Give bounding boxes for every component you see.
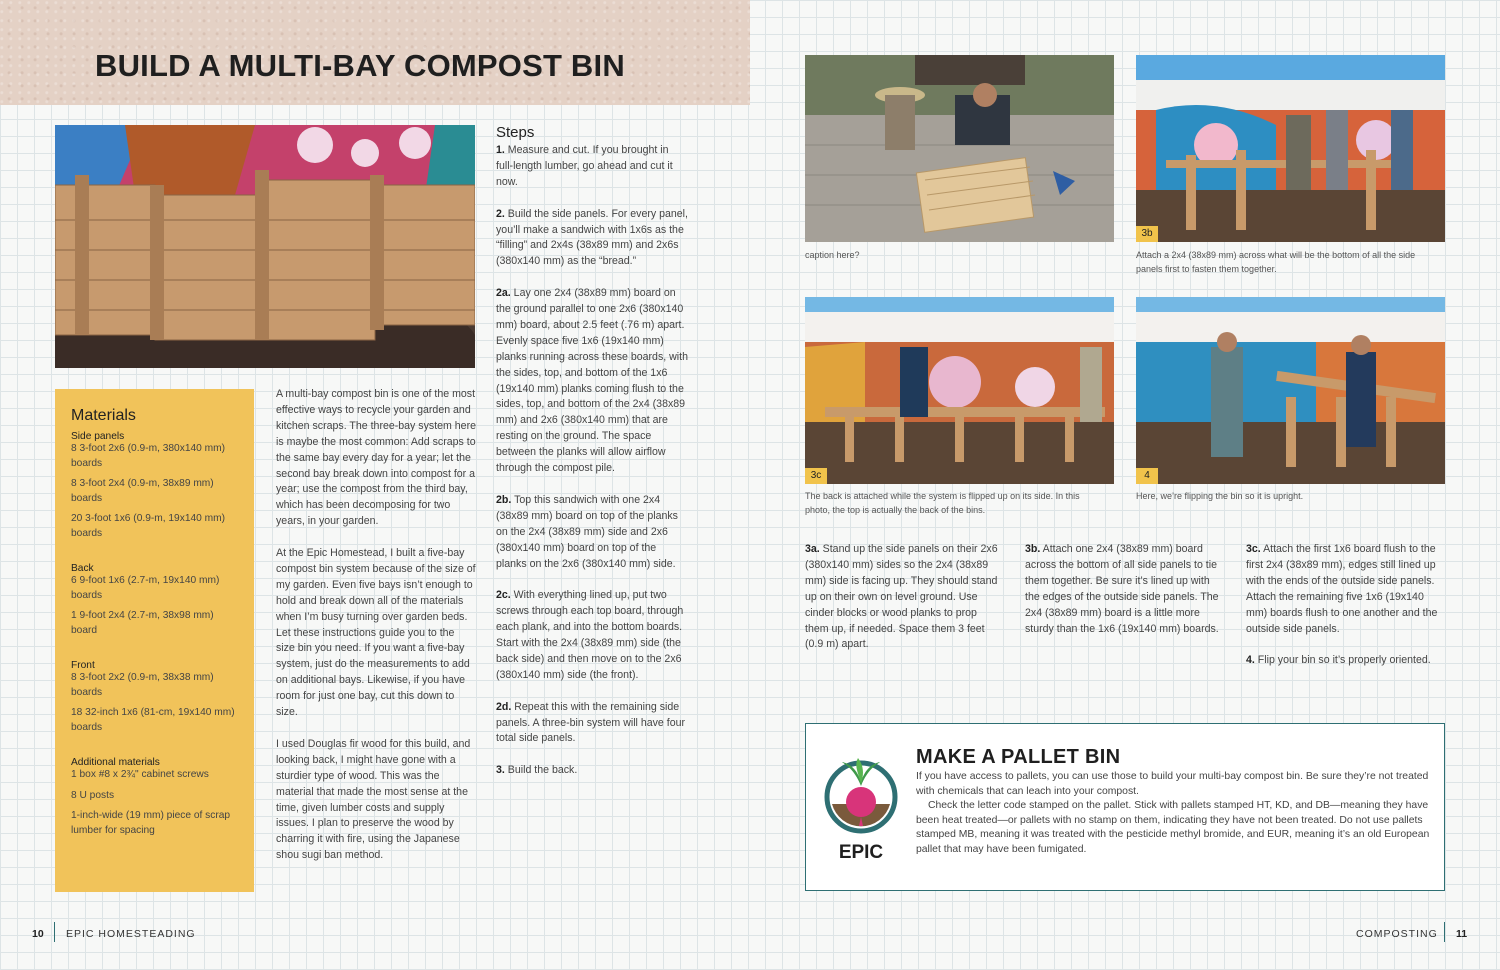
step-item	[496, 143, 688, 191]
materials-item: 8 3-foot 2x4 (0.9-m, 38x89 mm) boards	[71, 478, 214, 504]
materials-item: 6 9-foot 1x6 (2.7-m, 19x140 mm) boards	[71, 575, 220, 601]
step-number: 2d.	[496, 700, 512, 713]
step-text: Lay one 2x4 (38x89 mm) board on the ground parallel to one 2x6 (380x140 mm) board, about 2.5 feet (.76 m) apart. Evenly space five 1x6 (19x140 mm) planks running across these boards, with the sides, top, and bottom of the 1x6 (19x140 mm) planks coming flush to the sides, top, and bottom of the 2x4 (38x89 mm) and 2x6 (380x140 mm) that are resting on the ground. The space between the planks will allow airflow through the compost pile.	[496, 287, 688, 475]
steps-title: Steps	[496, 124, 535, 141]
intro-paragraph: At the Epic Homestead, I built a five-bay compost bin system because of the size of my garden. Even five bays isn’t enough to hold and break down all of the materials when I’m busy turning over garden beds. Let these instructions guide you to the size bin you need. If you want a five-bay system, just do the measurements to add on additional bays. Likewise, if you have room for just one bay, cut this down to size.	[276, 547, 476, 719]
step-photo-building-panels	[805, 55, 1114, 242]
materials-group-side-panels	[71, 431, 238, 541]
main-compost-bin-photo	[55, 125, 475, 368]
page-number-right: 11	[1456, 928, 1468, 940]
step-number: 2b.	[496, 493, 512, 506]
step-text: With everything lined up, put two screws through each top board, through each plank, and into the bottom boards. Start with the 2x4 (38x89 mm) side (the back side) and then move on to the 2x6 (380x140 mm) side (the front).	[496, 589, 684, 681]
step-photo-4	[1136, 297, 1445, 484]
footer-section-title: COMPOSTING	[1356, 928, 1438, 940]
epic-logo-text: EPIC	[838, 842, 884, 863]
intro-paragraph: A multi-bay compost bin is one of the most effective ways to recycle your garden and kitchen scraps. The three-bay system here is maybe the most common: Add scraps to the same bay every day for a year; let the second bay break down into compost for a year; use the compost from the third bay, which has been decomposing for two years, in your garden.	[276, 388, 476, 528]
step-text: Attach the first 1x6 board flush to the first 2x4 (38x89 mm), edges still lined up with the ends of the outside side panels. Attach the remaining five 1x6 (19x140 mm) boards flush to one another and the outside side panels.	[1246, 543, 1438, 635]
page-title: BUILD A MULTI-BAY COMPOST BIN	[95, 48, 625, 83]
step-number: 1.	[496, 144, 505, 156]
steps-column	[496, 124, 688, 795]
beet-icon	[824, 754, 898, 874]
photo-badge: 3b	[1136, 226, 1158, 242]
step-item	[496, 286, 688, 477]
materials-heading: Additional materials	[71, 757, 160, 768]
step-number: 2c.	[496, 589, 511, 602]
materials-group-front	[71, 660, 238, 735]
step-text: Build the back.	[504, 764, 578, 777]
pallet-paragraph: Check the letter code stamped on the pallet. Stick with pallets stamped HT, KD, and DB—meaning they have been heat treated—or pallets with no stamp on them, indicating they have not been treated. Do not use pallets stamped MB, meaning it was treated with the pesticide methyl bromide, and EUR, meaning it’s an old European pallet that may have been fumigated.	[916, 800, 1430, 855]
materials-item: 1-inch-wide (19 mm) piece of scrap lumber for spacing	[71, 810, 231, 836]
epic-logo	[824, 754, 898, 874]
step-item	[496, 588, 688, 683]
step-item	[496, 207, 688, 271]
footer-divider	[1444, 922, 1445, 942]
step-text: Stand up the side panels on their 2x6 (380x140 mm) sides so the 2x4 (38x89 mm) side is facing up. They should stand up on their own on level ground. Use cinder blocks or wood planks to prop them up, if needed. Space them 3 feet (0.9 m) apart.	[805, 543, 998, 651]
step-number: 2.	[496, 207, 505, 220]
step-text: Flip your bin so it’s properly oriented.	[1254, 654, 1431, 667]
pallet-paragraph: If you have access to pallets, you can use those to build your multi-bay compost bin. Be sure they’re not treated with chemicals that can leach into your compost.	[916, 771, 1429, 797]
materials-group-additional	[71, 757, 238, 838]
pallet-title: MAKE A PALLET BIN	[916, 746, 1121, 768]
step-text: Build the side panels. For every panel, you’ll make a sandwich with 1x6s as the “filling” and 2x4s (38x89 mm) and 2x6s (380x140 mm) as the “bread.”	[496, 207, 688, 268]
materials-box	[55, 389, 254, 892]
materials-heading: Front	[71, 660, 95, 671]
page-number-left: 10	[32, 928, 44, 940]
step-item	[496, 700, 688, 748]
materials-item: 1 9-foot 2x4 (2.7-m, 38x98 mm) board	[71, 610, 214, 636]
step-item	[496, 493, 688, 573]
step-number: 3.	[496, 764, 505, 777]
step-photo-3b	[1136, 55, 1445, 242]
pallet-bin-sidebar	[805, 723, 1445, 891]
step-text: Repeat this with the remaining side panels. A three-bin system will have four total side panels.	[496, 700, 686, 745]
materials-heading: Back	[71, 563, 94, 574]
step-text: Top this sandwich with one 2x4 (38x89 mm) board on top of the planks on the 2x4 (38x89 mm) side and 2x6 (380x140 mm) board on top of the planks on the 2x6 (380x140 mm) side.	[496, 493, 678, 570]
step-text: Attach one 2x4 (38x89 mm) board across the bottom of all side panels to tie them together. Be sure it’s lined up with the edges of the outside side panels. The 2x4 (38x89 mm) board is a little more sturdy than the 1x6 (19x140 mm) boards.	[1025, 543, 1219, 635]
intro-text	[276, 387, 476, 880]
materials-group-back	[71, 563, 238, 638]
materials-title: Materials	[71, 407, 136, 424]
photo-badge: 4	[1136, 468, 1158, 484]
footer-book-title: EPIC HOMESTEADING	[66, 928, 196, 940]
step-number: 3a.	[805, 543, 820, 555]
materials-item: 8 3-foot 2x6 (0.9-m, 380x140 mm) boards	[71, 443, 226, 469]
materials-heading: Side panels	[71, 431, 125, 442]
materials-item: 20 3-foot 1x6 (0.9-m, 19x140 mm) boards	[71, 513, 226, 539]
step-text: Measure and cut. If you brought in full-length lumber, go ahead and cut it now.	[496, 144, 673, 188]
footer-divider	[54, 922, 55, 942]
photo-caption: Here, we’re flipping the bin so it is upright.	[1136, 491, 1304, 501]
substep-3b	[1025, 542, 1223, 653]
photo-caption: The back is attached while the system is flipped up on its side. In this photo, the top is actually the back of the bins.	[805, 491, 1080, 515]
step-number: 2a.	[496, 287, 511, 300]
materials-item: 8 3-foot 2x2 (0.9-m, 38x38 mm) boards	[71, 672, 214, 698]
intro-paragraph: I used Douglas fir wood for this build, and looking back, I might have gone with a sturdier type of wood. This was the material that made the most sense at the time, given lumber costs and supply issues. I plan to preserve the wood by charring it with fire, using the Japanese shou sugi ban method.	[276, 737, 471, 862]
step-item	[496, 763, 688, 779]
photo-caption: caption here?	[805, 250, 860, 260]
step-number: 3c.	[1246, 543, 1261, 555]
photo-badge: 3c	[805, 468, 827, 484]
photo-caption: Attach a 2x4 (38x89 mm) across what will be the bottom of all the side panels first to fasten them together.	[1136, 250, 1416, 274]
materials-item: 1 box #8 x 2¾" cabinet screws	[71, 769, 209, 780]
substep-3c-4	[1246, 542, 1440, 685]
step-photo-3c	[805, 297, 1114, 484]
step-number: 4.	[1246, 654, 1255, 667]
pallet-text	[916, 770, 1436, 858]
materials-item: 8 U posts	[71, 789, 115, 801]
materials-item: 18 32-inch 1x6 (81-cm, 19x140 mm) boards	[71, 707, 235, 733]
substep-3a	[805, 542, 1003, 669]
step-number: 3b.	[1025, 543, 1041, 555]
